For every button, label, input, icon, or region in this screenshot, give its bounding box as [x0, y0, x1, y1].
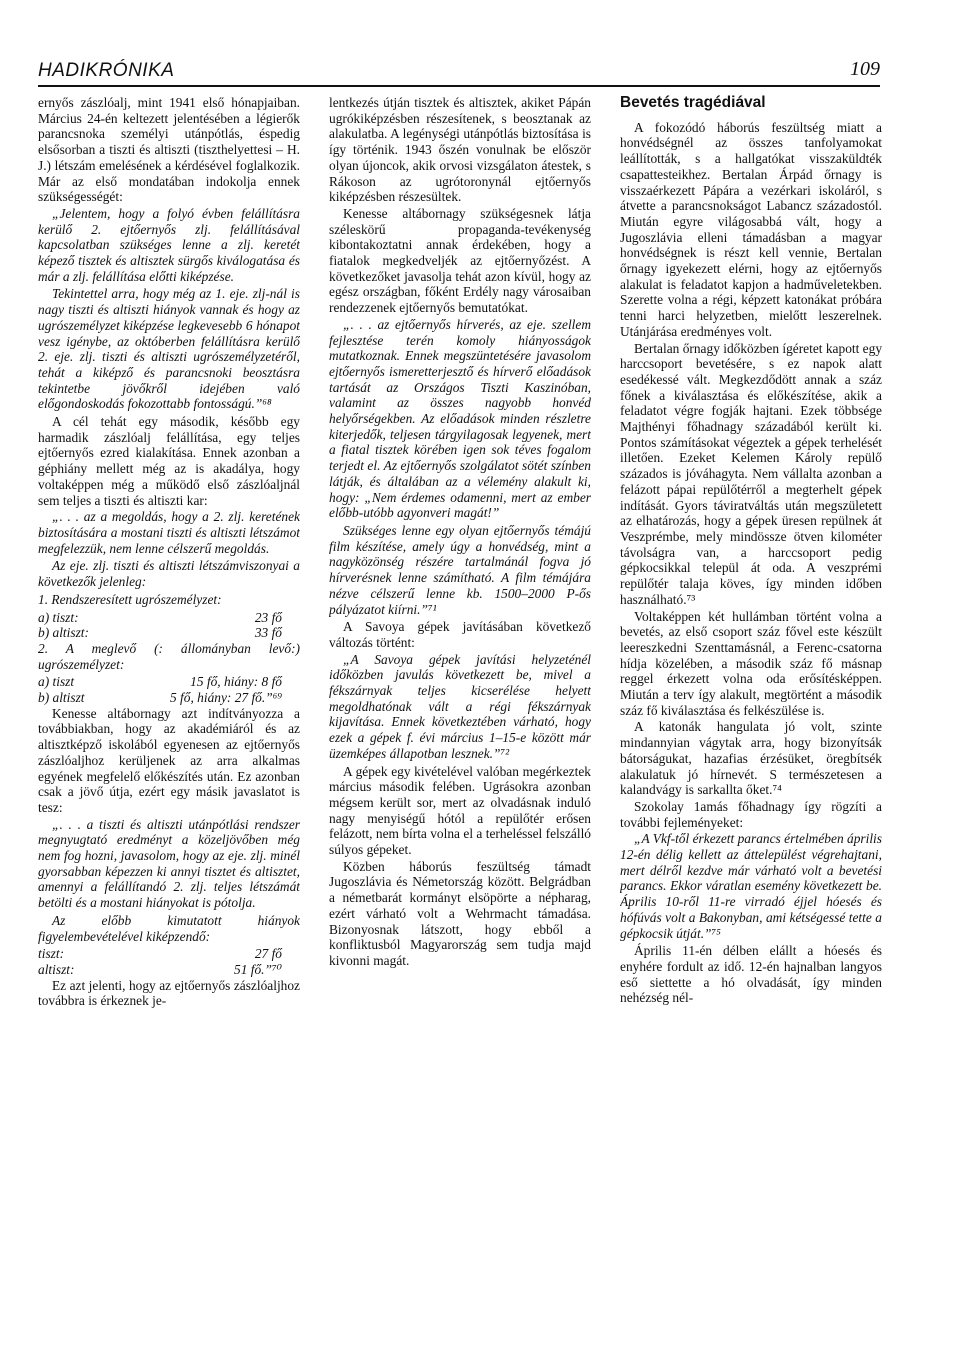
quote: Az eje. zlj. tiszti és altiszti létszámviszonyai a következők jelenleg:	[38, 558, 300, 590]
paragraph: A gépek egy kivételével valóban megérkeztek március második felében. Ugrásokra azonban mégsem került sor, mert az olvadásnak induló nagy menyiségű hótól a repülőtér erősen felázott, nem bírta volna el a terheléssel felszálló súlyos gépeket.	[329, 763, 591, 858]
row-label: tiszt:	[38, 946, 65, 962]
column-3	[620, 95, 882, 1357]
paragraph: Szokolay 1amás főhadnagy így rögzíti a további fejleményeket:	[620, 798, 882, 830]
paragraph: A cél tehát egy második, később egy harmadik zászlóalj felállítása, egy teljes ejtőernyős ezred kialakítása. Ennek azonban a géphiány mellett még az is akadálya, hogy voltaképpen még a működő első zászlóaljnál sem teljes a tiszti és altiszti kar:	[38, 414, 300, 508]
paragraph: A katonák hangulata jó volt, szinte mindannyian vágytak arra, hogy bizonyítsák bátorságukat, hazafias érzésüket, öregbítsék alakulatuk jó hírnevét. S természetesen a kalandvágy is sarkallta őket.⁷⁴	[620, 719, 882, 798]
paragraph: Kenesse altábornagy azt indítványozza a továbbiakban, hogy az akadémiáról és az altisztképző iskolából egyenesen az ejtőernyős zászlóaljhoz kerüljenek az arra alkalmas egyének megfelelő előkészítés után. Ez azonban csak a jövő útja, ezért egy másik javaslatot is tesz:	[38, 705, 300, 815]
list-row	[38, 674, 300, 690]
quote: „. . . az a megoldás, hogy a 2. zlj. keretének biztosítására a mostani tiszti és altiszti létszámot megfelezzük, nem lenne célszerű megoldás.	[38, 509, 300, 556]
paragraph: Voltaképpen két hullámban történt volna a bevetés, az első csoport száz fővel este készült leereszkedni Szenttamásnál, a Ferenc-csatorna hídja közelében, a második száz fő másnap reggel érkezett volna oda erősítésképpen. Miután a terv így alakult, megtörtént a második száz fő kiválasztása és felkészülése is.	[620, 608, 882, 718]
row-label: b) altiszt	[38, 690, 85, 706]
row-label: a) tiszt	[38, 674, 75, 690]
paragraph: ernyős zászlóalj, mint 1941 első hónapjaiban. Március 24-én keltezett jelentésében a légierők parancsnoka személyi utánpótlás, éspedig elsősorban a tiszti és altiszti (tiszthelyettesi – H. J.) létszám emelésének a kérdésével foglalkozik. Már az első mondatában indokolja ennek szükségességét:	[38, 95, 300, 205]
paragraph: A fokozódó háborús feszültség miatt a honvédségnél az összes tanfolyamokat leállították, s a hallgatókat visszaküldték csapattesteikhez. Bertalan Árpád őrnagy is visszaérkezett Pápára a vezérkari iskoláról, s átvette a parancsnokságot Labancz századostól. Miután egyre világosabbá vált, hogy a Jugoszlávia elleni támadásban a magyar honvédségnek is részt kell vennie, Bertalan őrnagy igyekezett elérni, hogy az ejtőernyős alakulat is feladatot kapjon a hadműveletekben. Szerette volna a régi, képzett katonákat próbára tenni harci helyzetben, mielőtt leszerelnek. Utánjárása eredményes volt.	[620, 119, 882, 339]
row-value: 15 fő, hiány: 8 fő	[190, 674, 282, 690]
list-row	[38, 690, 300, 706]
quote: Az előbb kimutatott hiányok figyelembevételével kiképzendő:	[38, 912, 300, 944]
row-value: 33 fő	[254, 625, 282, 641]
list-row	[38, 962, 300, 978]
page-number: 109	[850, 58, 880, 80]
row-value: 23 fő	[254, 609, 282, 625]
row-value: 51 fő.”⁷⁰	[234, 961, 282, 977]
paragraph: Április 11-én délben elállt a hóesés és enyhére fordult az idő. 12-én hajnalban langyos eső siettette a hó olvadását, így minden nehézség nél-	[620, 943, 882, 1006]
list-row	[38, 946, 300, 962]
list-item: 2. A meglevő (: állományban levő:) ugrószemélyzet:	[38, 640, 300, 672]
list-item: 1. Rendszeresített ugrószemélyzet:	[38, 591, 222, 607]
paragraph: Bertalan őrnagy időközben ígéretet kapott egy harccsoport bevetésére, s ez napok alatt esedékessé vált. Megkezdődött annak a száz főnek a kiválasztása és előkészítése, akik a feladatot végre fogják hajtani. Ezek többsége Majthényi főhadnagy századából került ki. Pontos számításokat végeztek a gépek terhelését illetően. Ezeket Kelemen Károly repülő százados is jóváhagyta. Nem vállalta azonban a felázott pápai repülőtérről a megterhelt gépek indítását. Gyors táviratváltás után megszületett az elhatározás, hogy a gépek üresen repülnek át Veszprémbe, mely mindössze ötven kilométer távolságra van, a harccsoport pedig gépkocsikkal települ át oda. A veszprémi repülőtér talaja köves, így minden időben használható.⁷³	[620, 340, 882, 607]
row-label: altiszt:	[38, 961, 75, 977]
quote: Tekintettel arra, hogy még az 1. eje. zlj-nál is nagy tiszti és altiszti hiányok vannak és hogy az ugrószemélyzet kiképzése legkevesebb 6 hónapot vesz igénybe, az októberben felállításra kerülő 2. eje. zlj. tiszti és altiszti ugrószemélyzetéről, tehát a kiképző és parancsnoki beosztásra tekintetbe jövőkről idejében való előgondoskodás fokozottabb fontosságú.”⁶⁸	[38, 286, 300, 412]
paragraph: lentkezés útján tisztek és altisztek, akiket Pápán ugrókiképzésben részesítenek, s beosztanak az alakulatba. A legénységi utánpótlás biztosítása is így történik. 1943 őszén vonulnak be először olyan újoncok, akik orvosi vizsgálaton átestek, s Rákoson az ugrótoronynál ejtőernyős kiképzésben részesültek.	[329, 95, 591, 205]
paragraph: A Savoya gépek javításában következő változás történt:	[329, 619, 591, 650]
quote: Szükséges lenne egy olyan ejtőernyős témájú film készítése, amely úgy a honvédség, mint a nagyközönség részére tartalmánál fogva jó hírverésnek lenne számítható. A film témájára nézve célszerű lenne kb. 1500–2000 P-ős pályázatot kiírni.”⁷¹	[329, 522, 591, 617]
list-row	[38, 610, 300, 626]
quote: „A Savoya gépek javítási helyzeténél időközben javulás következett be, mivel a fékszárnyak teljes kicserélése helyett megoldhatónak vált a régi fékszárnyak kijavítása. Ennek következtében várható, hogy ezek a gépek f. évi március 1–15-e között már üzemképes állapotban lesznek.”⁷²	[329, 651, 591, 761]
journal-title: HADIKRÓNIKA	[38, 60, 175, 81]
paragraph: Közben háborús feszültség támadt Jugoszlávia és Németország között. Belgrádban a németbarát kormányt elsöpörte a népharag, ezért várható volt a Wehrmacht támadása. Bizonyosnak látszott, hogy ebből a konfliktusból Magyarország sem tudja majd kivonni magát.	[329, 858, 591, 968]
quote: „. . . a tiszti és altiszti utánpótlási rendszer megnyugtató eredményt a közeljövőben még nem fog hozni, javasolom, hogy az eje. zlj. minél gyorsabban képezzen ki annyi tisztet és altisztet, amennyi a felállítandó 2. zlj. teljes létszámát betölti és a mostani hiányokat is pótolja.	[38, 816, 300, 911]
quote: „. . . az ejtőernyős hírverés, az eje. szellem fejlesztése terén komoly hiányosságok mutatkoznak. Ennek megszüntetésére javasolom ejtőernyős ismeretterjesztő és hírverő előadások tartását az Országos Tiszti Kaszinóban, valamint az összes nagyobb honvéd helyőrségekben. Az előadások minden részletre kiterjedők, teljesen tárgyilagosak legyenek, mert a fiatal tisztek körében igen sok téves fogalom terjedt el. Az ejtőernyős szolgálatot sötét színben látják, és általában az a vélemény alakult ki, hogy: „Nem érdemes odamenni, mert az ember előbb-utóbb agyonveri magát!”	[329, 316, 591, 521]
column-1	[38, 95, 300, 1357]
column-2	[329, 95, 591, 1357]
row-value: 27 fő	[254, 946, 282, 962]
paragraph: Kenesse altábornagy szükségesnek látja széleskörű propaganda-tevékenység kibontakoztatni annak érdekében, hogy a fiatalok megkedveljék az ejtőernyőzést. A következőket javasolja tehát azon kívül, hogy az egész országban, főként Erdély nagy városaiban rendezzenek ejtőernyős bemutatókat.	[329, 205, 591, 316]
row-value: 5 fő, hiány: 27 fő.”⁶⁹	[170, 690, 282, 706]
section-heading: Bevetés tragédiával	[620, 95, 766, 111]
row-label: a) tiszt:	[38, 609, 79, 625]
row-label: b) altiszt:	[38, 625, 89, 641]
quote: „A Vkf-től érkezett parancs értelmében április 12-én délig kellett az áttelepülést végrehajtani, mert délről kezdve már várható volt a bevetési parancs. Ekkor váratlan esemény következett be. Április 10-ről 11-re virradó éjjel hóesés és hófúvás volt a Bakonyban, ami kétségessé tette a gépkocsik útját.”⁷⁵	[620, 831, 882, 941]
list-row	[38, 625, 300, 641]
page-header	[38, 56, 880, 86]
header-rule	[38, 85, 880, 87]
quote: „Jelentem, hogy a folyó évben felállításra kerülő 2. ejtőernyős zlj. felállításával kapcsolatban szükséges lenne a zlj. keretét képező tisztek és altisztek sürgős kiválogatása és már a zlj. felállítása előtti kiképzése.	[38, 205, 300, 284]
paragraph: Ez azt jelenti, hogy az ejtőernyős zászlóaljhoz továbbra is érkeznek je-	[38, 977, 300, 1009]
